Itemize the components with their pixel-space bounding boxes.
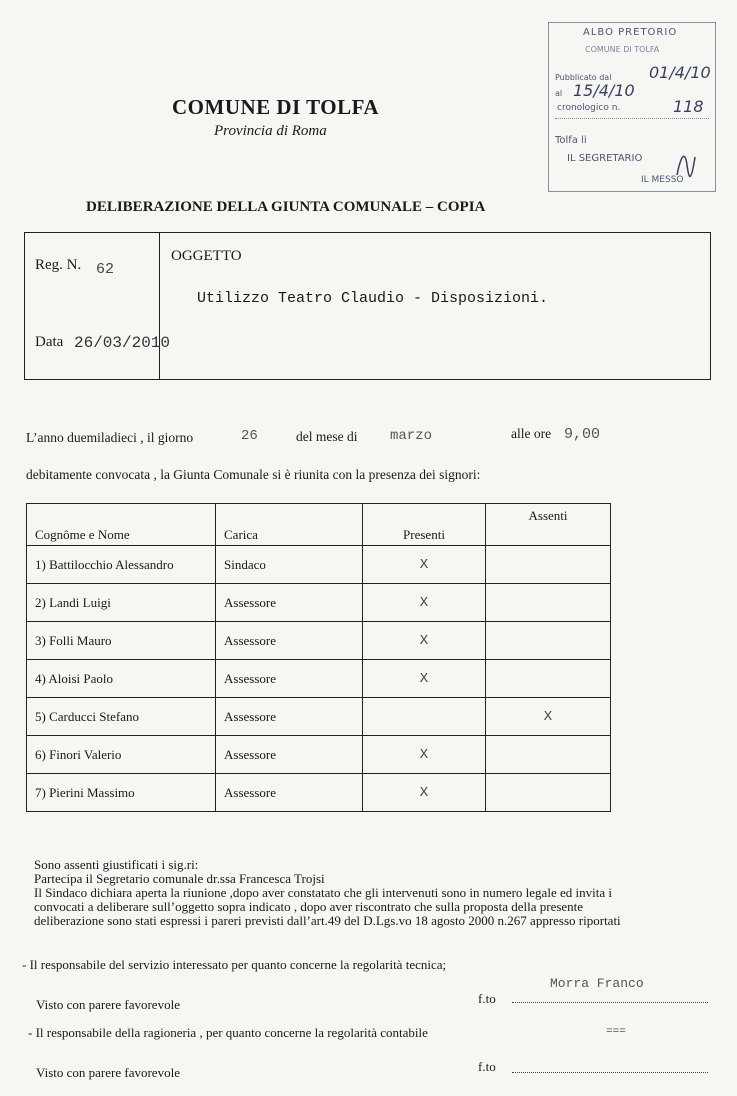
row-presente: X	[363, 546, 486, 584]
table-row	[27, 622, 611, 660]
row-presente: X	[363, 660, 486, 698]
firma-contabile: ===	[606, 1026, 626, 1038]
deliberazione-heading: DELIBERAZIONE DELLA GIUNTA COMUNALE – COPIA	[86, 199, 486, 215]
presenze-table	[26, 503, 611, 812]
row-carica: Assessore	[216, 660, 363, 698]
mese-value: marzo	[390, 428, 433, 444]
row-nome: 4) Aloisi Paolo	[27, 660, 216, 698]
stamp-messo-label: IL MESSO	[641, 175, 684, 185]
reg-label: Reg. N.	[35, 257, 82, 273]
table-row	[27, 584, 611, 622]
fto-tecnica-label: f.to	[478, 991, 496, 1006]
row-assente	[486, 546, 611, 584]
row-nome: 6) Finori Valerio	[27, 736, 216, 774]
row-nome: 2) Landi Luigi	[27, 584, 216, 622]
stamp-pubblicato-dal: 01/4/10	[649, 63, 711, 82]
row-presente: X	[363, 736, 486, 774]
row-nome: 7) Pierini Massimo	[27, 774, 216, 812]
comune-title: COMUNE DI TOLFA	[172, 95, 380, 119]
visto-contabile-text: Visto con parere favorevole	[36, 1065, 180, 1080]
row-nome: 1) Battilocchio Alessandro	[27, 546, 216, 584]
stamp-cronologico-n: 118	[673, 97, 704, 116]
ore-label: alle ore	[511, 426, 552, 441]
row-carica: Assessore	[216, 736, 363, 774]
sindaco-text-1: Il Sindaco dichiara aperta la riunione ,dopo aver constatato che gli intervenuti sono in numero legale ed invita i	[34, 885, 612, 900]
assenti-text: Sono assenti giustificati i sig.ri:	[34, 857, 199, 872]
stamp-al: 15/4/10	[573, 81, 635, 100]
signature-icon	[673, 145, 699, 185]
header-nome: Cognôme e Nome	[27, 504, 216, 546]
header-assenti: Assenti	[486, 504, 611, 546]
row-nome: 3) Folli Mauro	[27, 622, 216, 660]
row-carica: Assessore	[216, 774, 363, 812]
table-row	[27, 736, 611, 774]
sindaco-text-2: convocati a deliberare sull’oggetto sopra indicato , dopo aver riscontrato che sulla proposta della presente	[34, 899, 584, 914]
stamp-segretario-label: IL SEGRETARIO	[567, 153, 643, 164]
header-carica: Carica	[216, 504, 363, 546]
table-header-row	[27, 504, 611, 546]
row-assente	[486, 584, 611, 622]
stamp-subtitle: COMUNE DI TOLFA	[585, 45, 660, 54]
data-value: 26/03/2010	[74, 334, 171, 352]
row-presente	[363, 698, 486, 736]
anno-label: L’anno duemiladieci , il giorno	[26, 430, 194, 445]
stamp-title: ALBO PRETORIO	[583, 27, 678, 38]
table-row	[27, 546, 611, 584]
ore-value: 9,00	[564, 426, 601, 443]
table-row	[27, 698, 611, 736]
row-assente	[486, 736, 611, 774]
visto-tecnica-text: Visto con parere favorevole	[36, 997, 180, 1012]
sindaco-text-3: deliberazione sono stati espressi i pareri previsti dall’art.49 del D.Lgs.vo 18 agosto 2000 n.267 appresso riportati	[34, 913, 621, 928]
regolarita-tecnica-text: - Il responsabile del servizio interessato per quanto concerne la regolarità tecnica;	[22, 957, 447, 972]
giorno-value: 26	[241, 428, 258, 444]
row-assente	[486, 622, 611, 660]
reg-number: 62	[96, 261, 115, 278]
oggetto-label: OGGETTO	[171, 248, 242, 264]
registro-box	[24, 232, 711, 380]
oggetto-value: Utilizzo Teatro Claudio - Disposizioni.	[197, 290, 549, 307]
row-carica: Assessore	[216, 698, 363, 736]
row-presente: X	[363, 622, 486, 660]
segretario-text: Partecipa il Segretario comunale dr.ssa Francesca Trojsi	[34, 871, 325, 886]
row-assente: X	[486, 698, 611, 736]
row-assente	[486, 774, 611, 812]
row-assente	[486, 660, 611, 698]
data-label: Data	[35, 334, 64, 350]
table-row	[27, 774, 611, 812]
stamp-tolfa-label: Tolfa li	[555, 135, 587, 146]
albo-pretorio-stamp	[548, 22, 716, 192]
table-row	[27, 660, 611, 698]
row-carica: Assessore	[216, 584, 363, 622]
row-carica: Sindaco	[216, 546, 363, 584]
fto-contabile-label: f.to	[478, 1059, 496, 1074]
provincia-subtitle: Provincia di Roma	[214, 123, 327, 139]
row-carica: Assessore	[216, 622, 363, 660]
regolarita-contabile-text: - Il responsabile della ragioneria , per quanto concerne la regolarità contabile	[28, 1025, 428, 1040]
header-presenti: Presenti	[363, 504, 486, 546]
stamp-pubblicato-label: Pubblicato dal	[555, 73, 612, 82]
convocata-text: debitamente convocata , la Giunta Comunale si è riunita con la presenza dei signori:	[26, 467, 481, 482]
firma-tecnica: Morra Franco	[550, 976, 644, 991]
row-presente: X	[363, 584, 486, 622]
row-nome: 5) Carducci Stefano	[27, 698, 216, 736]
stamp-cronologico-label: cronologico n.	[557, 103, 621, 113]
stamp-al-label: al	[555, 89, 563, 98]
mese-label: del mese di	[296, 429, 358, 444]
row-presente: X	[363, 774, 486, 812]
